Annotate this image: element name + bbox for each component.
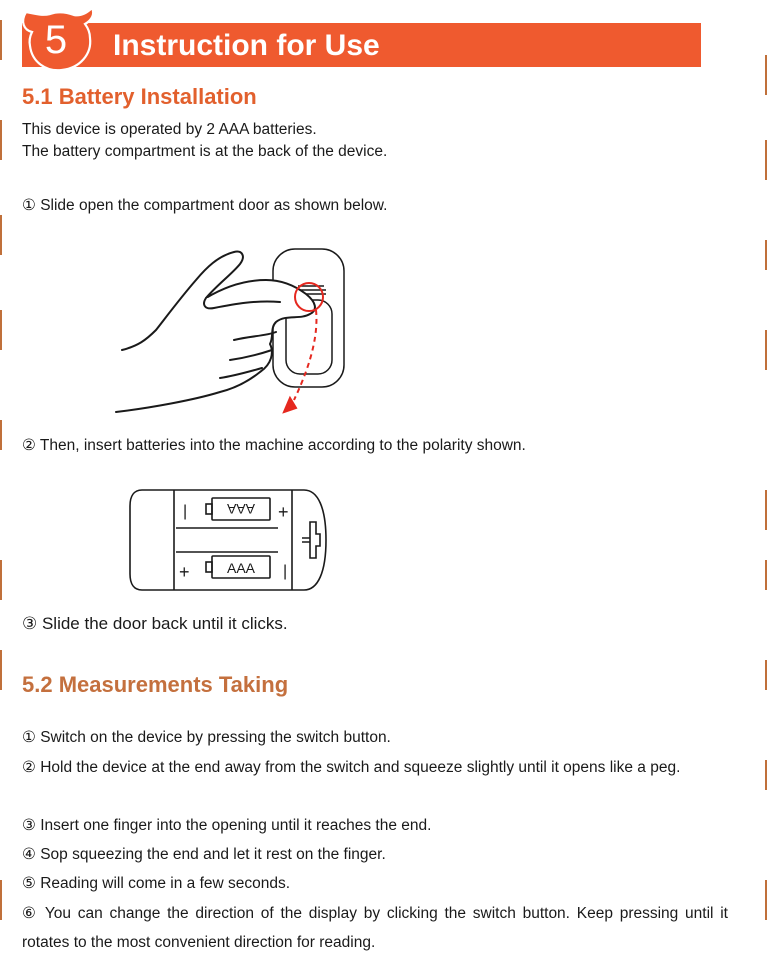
- intro-line-2: The battery compartment is at the back of the device.: [22, 143, 388, 160]
- intro-line-1: This device is operated by 2 AAA batteries.: [22, 121, 317, 138]
- measure-step-5: ⑤ Reading will come in a few seconds.: [22, 875, 291, 892]
- left-page-edge: [0, 0, 3, 963]
- measure-step-1: ① Switch on the device by pressing the switch button.: [22, 729, 391, 746]
- measure-step-3: ③ Insert one finger into the opening until it reaches the end.: [22, 817, 432, 834]
- battery-label-top: AAA: [226, 501, 256, 517]
- measure-step-4: ④ Sop squeezing the end and let it rest on the finger.: [22, 846, 386, 863]
- section-title-measurements: 5.2 Measurements Taking: [22, 672, 289, 697]
- battery-step-3: ③ Slide the door back until it clicks.: [22, 614, 288, 633]
- measure-step-2: ② Hold the device at the end away from the switch and squeeze slightly until it opens like a peg.: [22, 759, 681, 776]
- hand-icon: [116, 252, 315, 412]
- battery-compartment-diagram: [128, 488, 328, 592]
- battery-step-1: ① Slide open the compartment door as shown below.: [22, 197, 388, 214]
- slide-door-illustration: [110, 240, 360, 420]
- battery-label-bottom: AAA: [226, 560, 256, 576]
- measure-step-6: ⑥ You can change the direction of the display by clicking the switch button. Keep pressing until it rotates to the most convenient direction for reading.: [22, 905, 728, 951]
- section-title-battery: 5.1 Battery Installation: [22, 84, 257, 109]
- page-title: Instruction for Use: [113, 29, 380, 62]
- polarity-minus-bottom: |: [283, 563, 288, 580]
- polarity-plus-bottom: +: [179, 562, 190, 582]
- polarity-plus-top: +: [278, 502, 289, 522]
- chapter-number: 5: [44, 18, 68, 62]
- battery-step-2: ② Then, insert batteries into the machine according to the polarity shown.: [22, 437, 526, 454]
- polarity-minus-top: |: [183, 503, 188, 520]
